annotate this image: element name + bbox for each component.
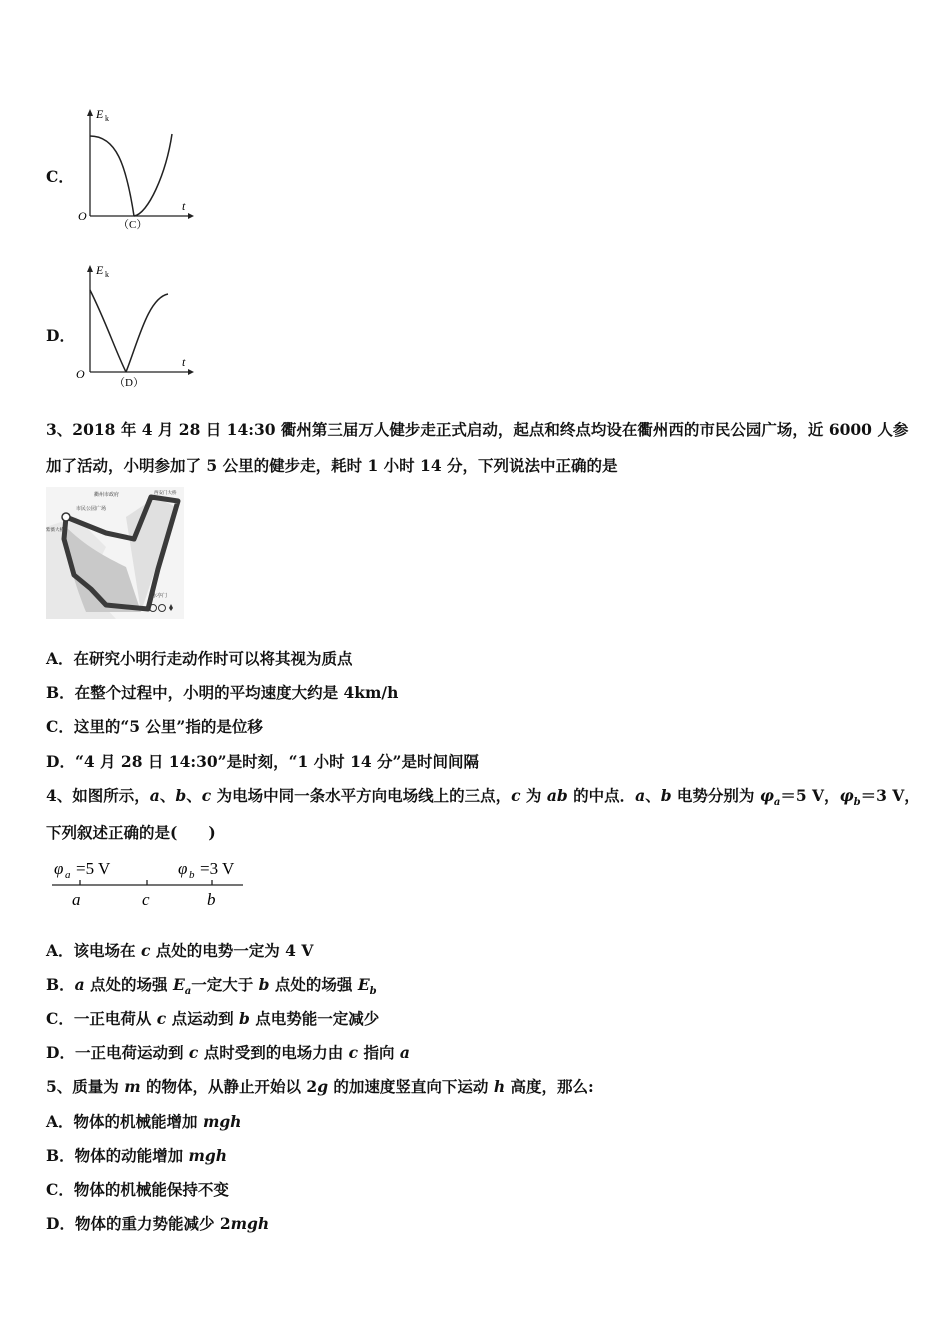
q5-option-b: B．物体的动能增加 mgh [46, 1146, 228, 1165]
figure-caption: （C） [118, 219, 148, 231]
map-label-start-plaza: 市民公园广场 [76, 506, 107, 512]
ek-graph-d [76, 262, 196, 392]
q5-option-a: A．物体的机械能增加 mgh [46, 1112, 242, 1131]
field-line-figure [50, 854, 250, 910]
q4-option-a: A．该电场在 c 点处的电势一定为 4 V [46, 941, 314, 960]
walking-route-map [46, 487, 184, 619]
svg-text:φ: φ [178, 859, 188, 878]
point-a: a [72, 890, 81, 909]
q4-option-d: D．一正电荷运动到 c 点时受到的电场力由 c 指向 a [46, 1043, 410, 1062]
q3-option-b: B．在整个过程中，小明的平均速度大约是 4km/h [46, 683, 399, 702]
q4-option-b: B．a 点处的场强 $E_a$一定大于 b 点处的场强 $E_b$ [46, 975, 377, 998]
x-axis-label: t [182, 199, 186, 213]
option-d-label: D． [46, 326, 75, 345]
map-label-gate: 水亭门 [152, 593, 168, 599]
q3-option-c: C．这里的“5 公里”指的是位移 [46, 717, 263, 736]
q4-option-c: C．一正电荷从 c 点运动到 b 点电势能一定减少 [46, 1009, 380, 1028]
map-label-bridge-1: 西安门大桥 [154, 491, 177, 496]
figure-caption: （D） [114, 377, 144, 389]
y-axis-label: E [96, 263, 104, 277]
q5-stem: 5、质量为 m 的物体，从静止开始以 2g 的加速度竖直向下运动 h 高度，那么: [46, 1077, 594, 1096]
map-label-bridge-2: 紫薇大桥 [46, 528, 64, 533]
point-c: c [142, 890, 150, 909]
origin-label: O [78, 209, 87, 223]
point-b: b [207, 890, 216, 909]
y-axis-label: E [96, 107, 104, 121]
y-axis-sub: k [105, 114, 109, 123]
ek-graph-c [76, 104, 196, 234]
origin-label: O [76, 367, 85, 381]
q3-stem-line2: 加了活动，小明参加了 5 公里的健步走，耗时 1 小时 14 分，下列说法中正确的是 [46, 456, 618, 475]
svg-text:=5 V: =5 V [76, 859, 111, 878]
q4-stem-line1: 4、如图所示，a、b、c 为电场中同一条水平方向电场线上的三点，c 为 ab 的中点．a、b 电势分别为 $\varphi_a=5$ V，$\varphi_b=3$ V， [46, 786, 920, 809]
svg-text:a: a [65, 869, 71, 881]
x-axis-label: t [182, 355, 186, 369]
y-axis-sub: k [105, 270, 109, 279]
q3-stem-line1: 3、2018 年 4 月 28 日 14:30 衢州第三届万人健步走正式启动，起点和终点均设在衢州西的市民公园广场，近 6000 人参 [46, 420, 909, 439]
q3-option-a: A．在研究小明行走动作时可以将其视为质点 [46, 649, 353, 668]
option-c-label: C． [46, 167, 74, 186]
q5-option-d: D．物体的重力势能减少 2mgh [46, 1214, 270, 1233]
q4-stem-line2: 下列叙述正确的是( ) [46, 823, 216, 842]
map-label-government: 衢州市政府 [94, 492, 120, 498]
svg-text:φ: φ [54, 859, 64, 878]
svg-text:b: b [189, 869, 195, 881]
q3-option-d: D．“4 月 28 日 14:30”是时刻，“1 小时 14 分”是时间间隔 [46, 752, 479, 771]
q5-option-c: C．物体的机械能保持不变 [46, 1180, 229, 1199]
svg-text:=3 V: =3 V [200, 859, 235, 878]
